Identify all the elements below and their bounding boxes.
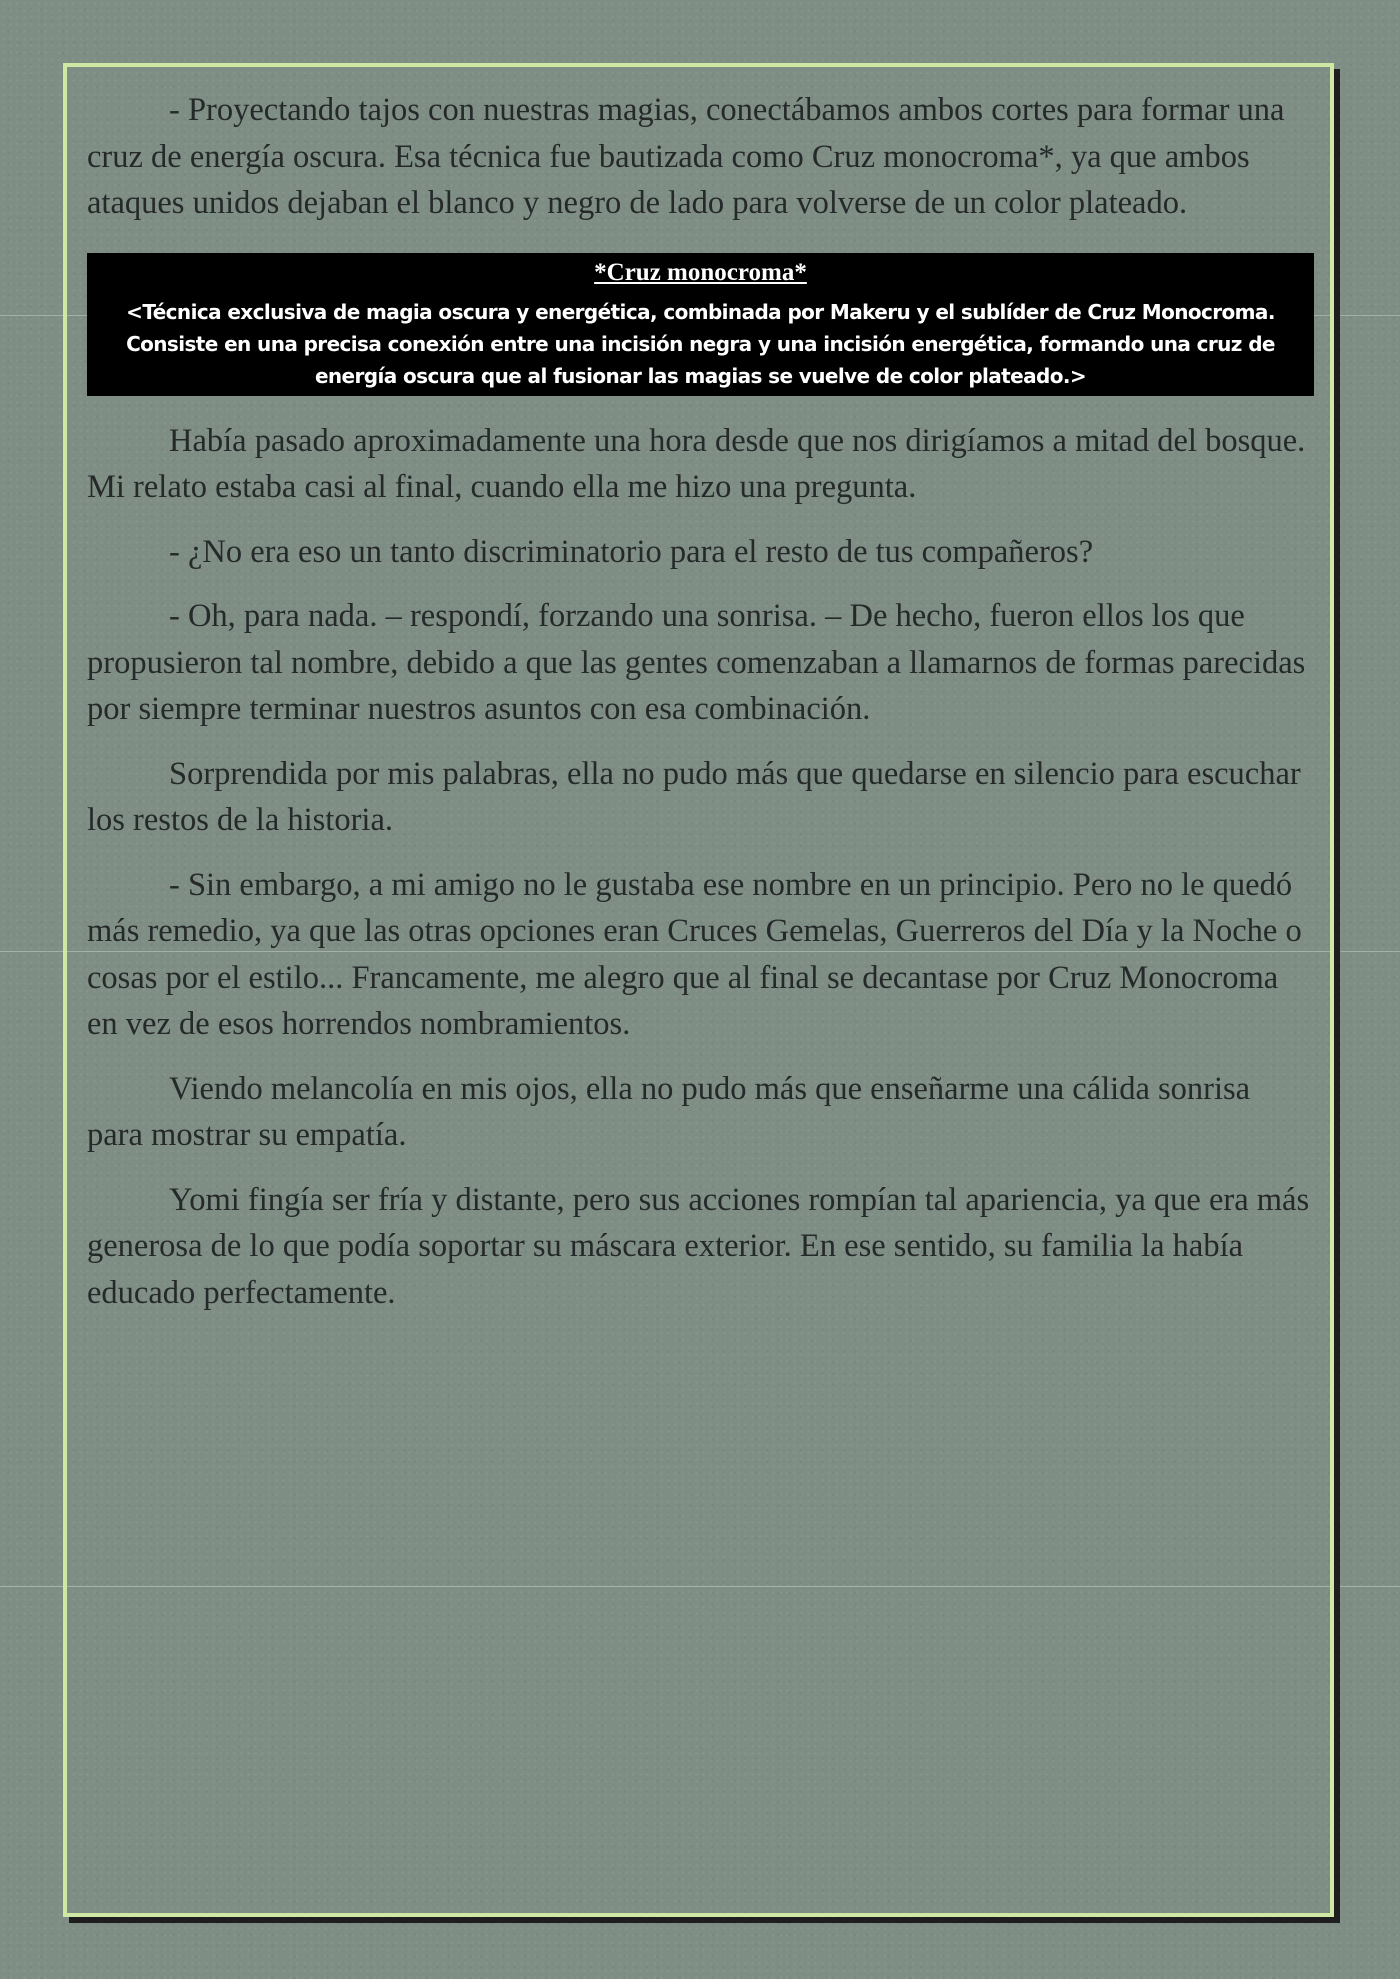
paragraph-cruz-technique: - Proyectando tajos con nuestras magias, conectábamos ambos cortes para formar una cruz de energía oscura. Esa técnica fue bautizada como Cruz monocroma*, ya que ambos ataques unidos dejaban el blanco y negro de lado para volverse de un color plateado. (87, 92, 1285, 221)
paragraph: Había pasado aproximadamente una hora desde que nos dirigíamos a mitad del bosque. Mi relato estaba casi al final, cuando ella me hizo una pregunta. (87, 422, 1306, 505)
paragraph: - ¿No era eso un tanto discriminatorio para el resto de tus compañeros? (169, 533, 1094, 570)
footnote-body: <Técnica exclusiva de magia oscura y energética, combinada por Makeru y el sublíder de Cruz Monocroma. Consiste en una precisa conexión entre una incisión negra y una incisión energética, formando una cruz de energía oscura que al fusionar las magias se vuelve de color plateado.> (126, 299, 1275, 388)
paragraph: Sorprendida por mis palabras, ella no pudo más que quedarse en silencio para escuchar los restos de la historia. (87, 755, 1301, 838)
page-content (87, 87, 1314, 1316)
paragraph: Viendo melancolía en mis ojos, ella no pudo más que enseñarme una cálida sonrisa para mostrar su empatía. (87, 1070, 1251, 1153)
page-frame (63, 63, 1334, 1917)
footnote-title: *Cruz monocroma* (594, 258, 807, 286)
footnote-box (87, 253, 1314, 396)
paragraph: Yomi fingía ser fría y distante, pero sus acciones rompían tal apariencia, ya que era más generosa de lo que podía soportar su máscara exterior. En ese sentido, su familia la había educado perfectamente. (87, 1181, 1310, 1311)
paragraph: - Oh, para nada. – respondí, forzando una sonrisa. – De hecho, fueron ellos los que propusieron tal nombre, debido a que las gentes comenzaban a llamarnos de formas parecidas por siempre terminar nuestros asuntos con esa combinación. (87, 598, 1306, 727)
paragraph: - Sin embargo, a mi amigo no le gustaba ese nombre en un principio. Pero no le quedó más remedio, ya que las otras opciones eran Cruces Gemelas, Guerreros del Día y la Noche o cosas por el estilo... Francamente, me alegro que al final se decantase por Cruz Monocroma en vez de esos horrendos nombramientos. (87, 866, 1302, 1042)
